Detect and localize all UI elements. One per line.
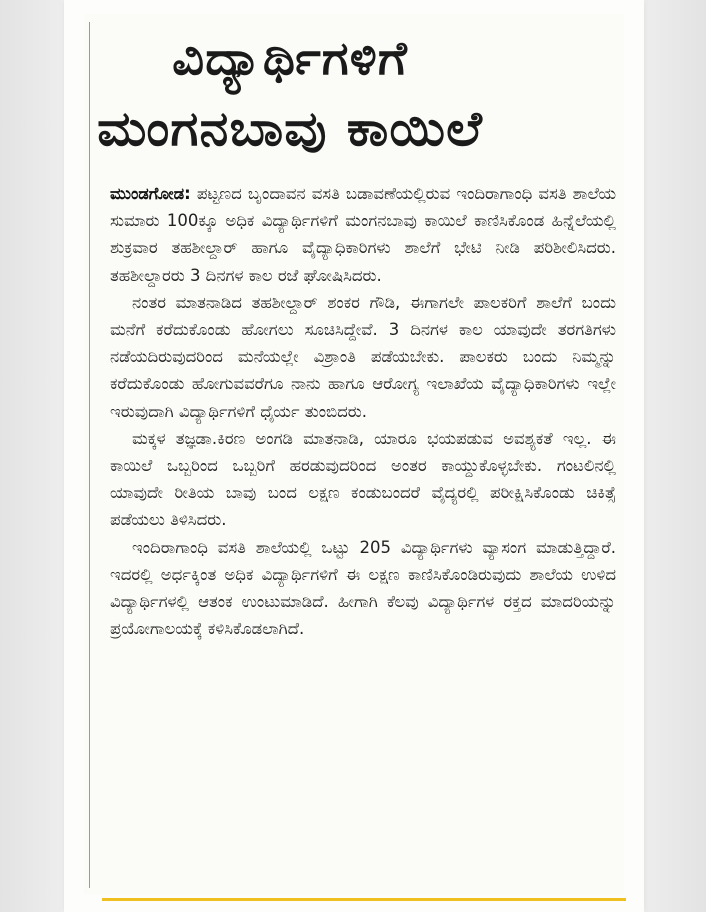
article-paragraph-1 [110, 180, 616, 289]
dateline: ಮುಂಡಗೋಡ: [110, 184, 191, 203]
article-body [110, 180, 616, 642]
article-paragraph-3: ಮಕ್ಕಳ ತಜ್ಞಡಾ.ಕಿರಣ ಅಂಗಡಿ ಮಾತನಾಡಿ, ಯಾರೂ ಭಯಪಡುವ ಅವಶ್ಯಕತೆ ಇಲ್ಲ. ಈ ಕಾಯಿಲೆ ಒಬ್ಬರಿಂದ ಒಬ್ಬರಿಗೆ ಹರಡುವುದರಿಂದ ಅಂತರ ಕಾಯ್ದುಕೊಳ್ಳಬೇಕು. ಗಂಟಲಿನಲ್ಲಿ ಯಾವುದೇ ರೀತಿಯ ಬಾವು ಬಂದ ಲಕ್ಷಣ ಕಂಡುಬಂದರೆ ವೈದ್ಯರಲ್ಲಿ ಪರೀಕ್ಷಿಸಿಕೊಂಡು ಚಿಕಿತ್ಸೆ ಪಡೆಯಲು ತಿಳಿಸಿದರು. [110, 428, 616, 530]
article-paragraph-2: ನಂತರ ಮಾತನಾಡಿದ ತಹಶೀಲ್ದಾರ್ ಶಂಕರ ಗೌಡಿ, ಈಗಾಗಲೇ ಪಾಲಕರಿಗೆ ಶಾಲೆಗೆ ಬಂದು ಮನೆಗೆ ಕರೆದುಕೊಂಡು ಹೋಗಲು ಸೂಚಿಸಿದ್ದೇವೆ. 3 ದಿನಗಳ ಕಾಲ ಯಾವುದೇ ತರಗತಿಗಳು ನಡೆಯದಿರುವುದರಿಂದ ಮನೆಯಲ್ಲೇ ವಿಶ್ರಾಂತಿ ಪಡೆಯಬೇಕು. ಪಾಲಕರು ಬಂದು ನಿಮ್ಮನ್ನು ಕರೆದುಕೊಂಡು ಹೋಗುವವರೆಗೂ ನಾನು ಹಾಗೂ ಆರೋಗ್ಯ ಇಲಾಖೆಯ ವೈದ್ಯಾಧಿಕಾರಿಗಳು ಇಲ್ಲೇ ಇರುವುದಾಗಿ ವಿದ್ಯಾರ್ಥಿಗಳಿಗೆ ಧೈರ್ಯ ತುಂಬಿದರು. [110, 292, 616, 421]
paragraph-1-text: ಪಟ್ಟಣದ ಬೃಂದಾವನ ವಸತಿ ಬಡಾವಣೆಯಲ್ಲಿರುವ ಇಂದಿರಾಗಾಂಧಿ ವಸತಿ ಶಾಲೆಯ ಸುಮಾರು 100ಕ್ಕೂ ಅಧಿಕ ವಿದ್ಯಾರ್ಥಿಗಳಿಗೆ ಮಂಗನಬಾವು ಕಾಯಿಲೆ ಕಾಣಿಸಿಕೊಂಡ ಹಿನ್ನೆಲೆಯಲ್ಲಿ ಶುಕ್ರವಾರ ತಹಶೀಲ್ದಾರ್ ಹಾಗೂ ವೈದ್ಯಾಧಿಕಾರಿಗಳು ಶಾಲೆಗೆ ಭೇಟಿ ನೀಡಿ ಪರಿಶೀಲಿಸಿದರು. ತಹಶೀಲ್ದಾರರು 3 ದಿನಗಳ ಕಾಲ ರಜೆ ಘೋಷಿಸಿದರು. [110, 184, 617, 285]
headline-line-1: ವಿದ್ಯಾರ್ಥಿಗಳಿಗೆ [172, 31, 408, 85]
headline-line-2: ಮಂಗನಬಾವು ಕಾಯಿಲೆ [97, 101, 483, 157]
article-paragraph-4: ಇಂದಿರಾಗಾಂಧಿ ವಸತಿ ಶಾಲೆಯಲ್ಲಿ ಒಟ್ಟು 205 ವಿದ್ಯಾರ್ಥಿಗಳು ವ್ಯಾಸಂಗ ಮಾಡುತ್ತಿದ್ದಾರೆ. ಇದರಲ್ಲಿ ಅರ್ಧಕ್ಕಿಂತ ಅಧಿಕ ವಿದ್ಯಾರ್ಥಿಗಳಿಗೆ ಈ ಲಕ್ಷಣ ಕಾಣಿಸಿಕೊಂಡಿರುವುದು ಶಾಲೆಯ ಉಳಿದ ವಿದ್ಯಾರ್ಥಿಗಳಲ್ಲಿ ಆತಂಕ ಉಂಟುಮಾಡಿದೆ. ಹೀಗಾಗಿ ಕೆಲವು ವಿದ್ಯಾರ್ಥಿಗಳ ರಕ್ತದ ಮಾದರಿಯನ್ನು ಪ್ರಯೋಗಾಲಯಕ್ಕೆ ಕಳಿಸಿಕೊಡಲಾಗಿದೆ. [110, 537, 616, 639]
bottom-rule [102, 898, 626, 901]
